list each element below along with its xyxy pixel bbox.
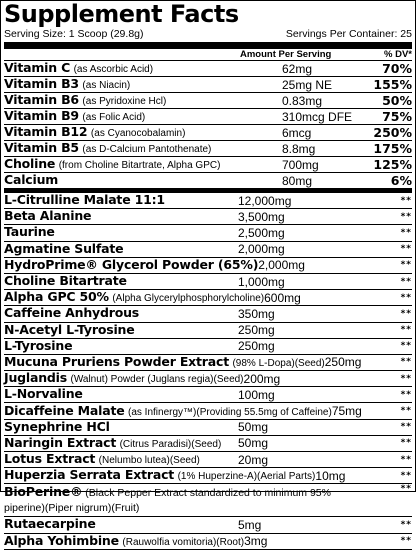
ingredient-name: Calcium	[4, 172, 59, 187]
amount-value: 310mcg DFE	[282, 109, 353, 124]
amount-value: 200mg	[243, 371, 281, 386]
dv-value: 50%	[382, 93, 412, 108]
servings-per-container: Servings Per Container: 25	[285, 28, 412, 40]
ingredient-row	[4, 306, 412, 322]
ingredient-name: Vitamin B6 (as Pyridoxine Hcl)	[4, 92, 167, 107]
ingredient-name: Vitamin B9 (as Folic Acid)	[4, 108, 146, 123]
ingredient-row	[4, 371, 412, 387]
serving-size: Serving Size: 1 Scoop (29.8g)	[4, 28, 144, 40]
dv-value: **	[400, 454, 412, 465]
ingredient-name: Choline Bitartrate	[4, 273, 127, 289]
dv-value: 250%	[373, 125, 412, 140]
dv-value: **	[400, 276, 412, 287]
ingredient-name: Caffeine Anhydrous	[4, 305, 140, 321]
dv-value: **	[400, 406, 412, 417]
amount-value: 6mcg	[282, 125, 312, 140]
ingredient-row	[4, 403, 412, 419]
dv-value: **	[400, 244, 412, 255]
amount-value: 250mg	[324, 355, 362, 370]
dv-value: **	[400, 341, 412, 352]
ingredient-name: Huperzia Serrata Extract (1% Huperzine-A)(Aerial Parts)	[4, 467, 316, 483]
ingredient-name: Rutaecarpine	[4, 516, 96, 532]
ingredient-row	[4, 387, 412, 403]
amount-value: 600mg	[264, 290, 301, 305]
amount-value: 75mg	[331, 404, 362, 419]
amount-value: 8.8mg	[282, 141, 316, 156]
dv-value: **	[400, 308, 412, 319]
ingredient-row	[4, 323, 412, 339]
ingredient-name: Lotus Extract (Nelumbo lutea)(Seed)	[4, 451, 200, 467]
vitamin-row	[4, 93, 412, 109]
ingredient-name: Beta Alanine	[4, 208, 92, 224]
dv-value: **	[400, 438, 412, 449]
amount-value: 62mg	[282, 61, 313, 76]
ingredient-row	[4, 274, 412, 290]
vitamin-row	[4, 141, 412, 157]
ingredient-name: Vitamin B3 (as Niacin)	[4, 76, 131, 91]
ingredient-row	[4, 420, 412, 436]
amount-value: 350mg	[238, 306, 275, 321]
dv-value: **	[400, 260, 412, 271]
vitamin-row	[4, 77, 412, 93]
dv-value: **	[400, 389, 412, 400]
dv-value: 155%	[373, 77, 412, 92]
ingredient-row	[4, 258, 412, 274]
dv-value: **	[400, 373, 412, 384]
amount-value: 10mg	[315, 468, 346, 483]
ingredient-row	[4, 225, 412, 241]
ingredient-name: HydroPrime® Glycerol Powder (65%)	[4, 256, 259, 272]
ingredient-name: Synephrine HCl	[4, 418, 110, 434]
dv-value: **	[400, 422, 412, 433]
ingredient-row	[4, 339, 412, 355]
ingredient-row	[4, 290, 412, 306]
ingredient-dv: **	[400, 484, 412, 495]
ingredient-name: Taurine	[4, 224, 55, 240]
tail-ingredient-list	[4, 517, 412, 549]
amount-value: 50mg	[238, 436, 269, 451]
ingredient-row-bioperine	[4, 484, 412, 517]
amount-value: 2,000mg	[258, 258, 305, 273]
ingredient-list	[4, 193, 412, 484]
ingredient-row	[4, 193, 412, 209]
ingredient-name: Agmatine Sulfate	[4, 240, 124, 256]
dv-value: **	[400, 211, 412, 222]
vitamin-row	[4, 173, 412, 189]
dv-value: **	[400, 292, 412, 303]
amount-value: 1,000mg	[238, 274, 285, 289]
dv-value: 175%	[373, 141, 412, 156]
ingredient-name: Choline (from Choline Bitartrate, Alpha GPC)	[4, 156, 221, 171]
vitamin-row	[4, 157, 412, 173]
amount-value: 2,000mg	[238, 242, 285, 257]
ingredient-row	[4, 452, 412, 468]
ingredient-name: Alpha GPC 50% (Alpha Glycerylphosphorylcholine)	[4, 289, 265, 305]
dv-value: **	[400, 227, 412, 238]
amount-value: 250mg	[238, 339, 275, 354]
ingredient-name: Vitamin B5 (as D-Calcium Pantothenate)	[4, 140, 212, 155]
amount-value: 3mg	[244, 534, 268, 549]
dv-value: **	[400, 325, 412, 336]
ingredient-name: L-Norvaline	[4, 386, 83, 402]
dv-value: **	[400, 536, 412, 547]
ingredient-name: Vitamin C (as Ascorbic Acid)	[4, 60, 154, 75]
amount-value: 20mg	[238, 452, 269, 467]
amount-value: 700mg	[282, 157, 319, 172]
ingredient-name: Mucuna Pruriens Powder Extract (98% L-Dopa)(Seed)	[4, 353, 325, 369]
vitamin-row	[4, 125, 412, 141]
amount-value: 25mg NE	[282, 77, 333, 92]
amount-value: 80mg	[282, 173, 313, 188]
amount-value: 100mg	[238, 387, 275, 402]
ingredient-name: BioPerine® (Black Pepper Extract standardized to minimum 95% piperine)(Piper nigrum)(Fruit)	[4, 484, 331, 515]
dv-value: **	[400, 470, 412, 481]
dv-value: 125%	[373, 157, 412, 172]
amount-value: 50mg	[238, 420, 269, 435]
ingredient-name: Juglandis (Walnut) Powder (Juglans regia)(Seed)	[4, 370, 244, 386]
ingredient-name: Naringin Extract (Citrus Paradisi)(Seed)	[4, 434, 222, 450]
ingredient-name: L-Tyrosine	[4, 337, 73, 353]
ingredient-row	[4, 209, 412, 225]
dv-value: 70%	[382, 61, 412, 76]
vitamin-row	[4, 109, 412, 125]
dv-value: **	[400, 519, 412, 530]
amount-value: 5mg	[238, 517, 262, 532]
dv-value: 75%	[382, 109, 412, 124]
amount-value: 12,000mg	[238, 193, 292, 208]
ingredient-name: Alpha Yohimbine (Rauwolfia vomitoria)(Root)	[4, 532, 245, 548]
dv-header: % DV*	[384, 49, 412, 60]
ingredient-row	[4, 242, 412, 258]
serving-info	[4, 28, 412, 40]
ingredient-name: N-Acetyl L-Tyrosine	[4, 321, 135, 337]
vitamin-list	[4, 61, 412, 189]
amount-value: 250mg	[238, 323, 275, 338]
ingredient-name: Vitamin B12 (as Cyanocobalamin)	[4, 124, 186, 139]
ingredient-row	[4, 517, 412, 533]
ingredient-row	[4, 534, 412, 550]
amount-header: Amount Per Serving	[240, 49, 332, 60]
ingredient-row	[4, 355, 412, 371]
dv-value: **	[400, 357, 412, 368]
amount-value: 2,500mg	[238, 225, 285, 240]
dv-value: **	[400, 195, 412, 206]
amount-value: 3,500mg	[238, 209, 285, 224]
panel-title: Supplement Facts	[4, 0, 239, 28]
vitamin-row	[4, 61, 412, 77]
dv-value: 6%	[390, 173, 412, 188]
amount-value: 0.83mg	[282, 93, 323, 108]
thick-divider	[4, 42, 412, 49]
ingredient-row	[4, 468, 412, 484]
ingredient-row	[4, 436, 412, 452]
ingredient-name: Dicaffeine Malate (as Infinergy™)(Providing 55.5mg of Caffeine)	[4, 402, 332, 418]
ingredient-name: L-Citrulline Malate 11:1	[4, 192, 165, 208]
